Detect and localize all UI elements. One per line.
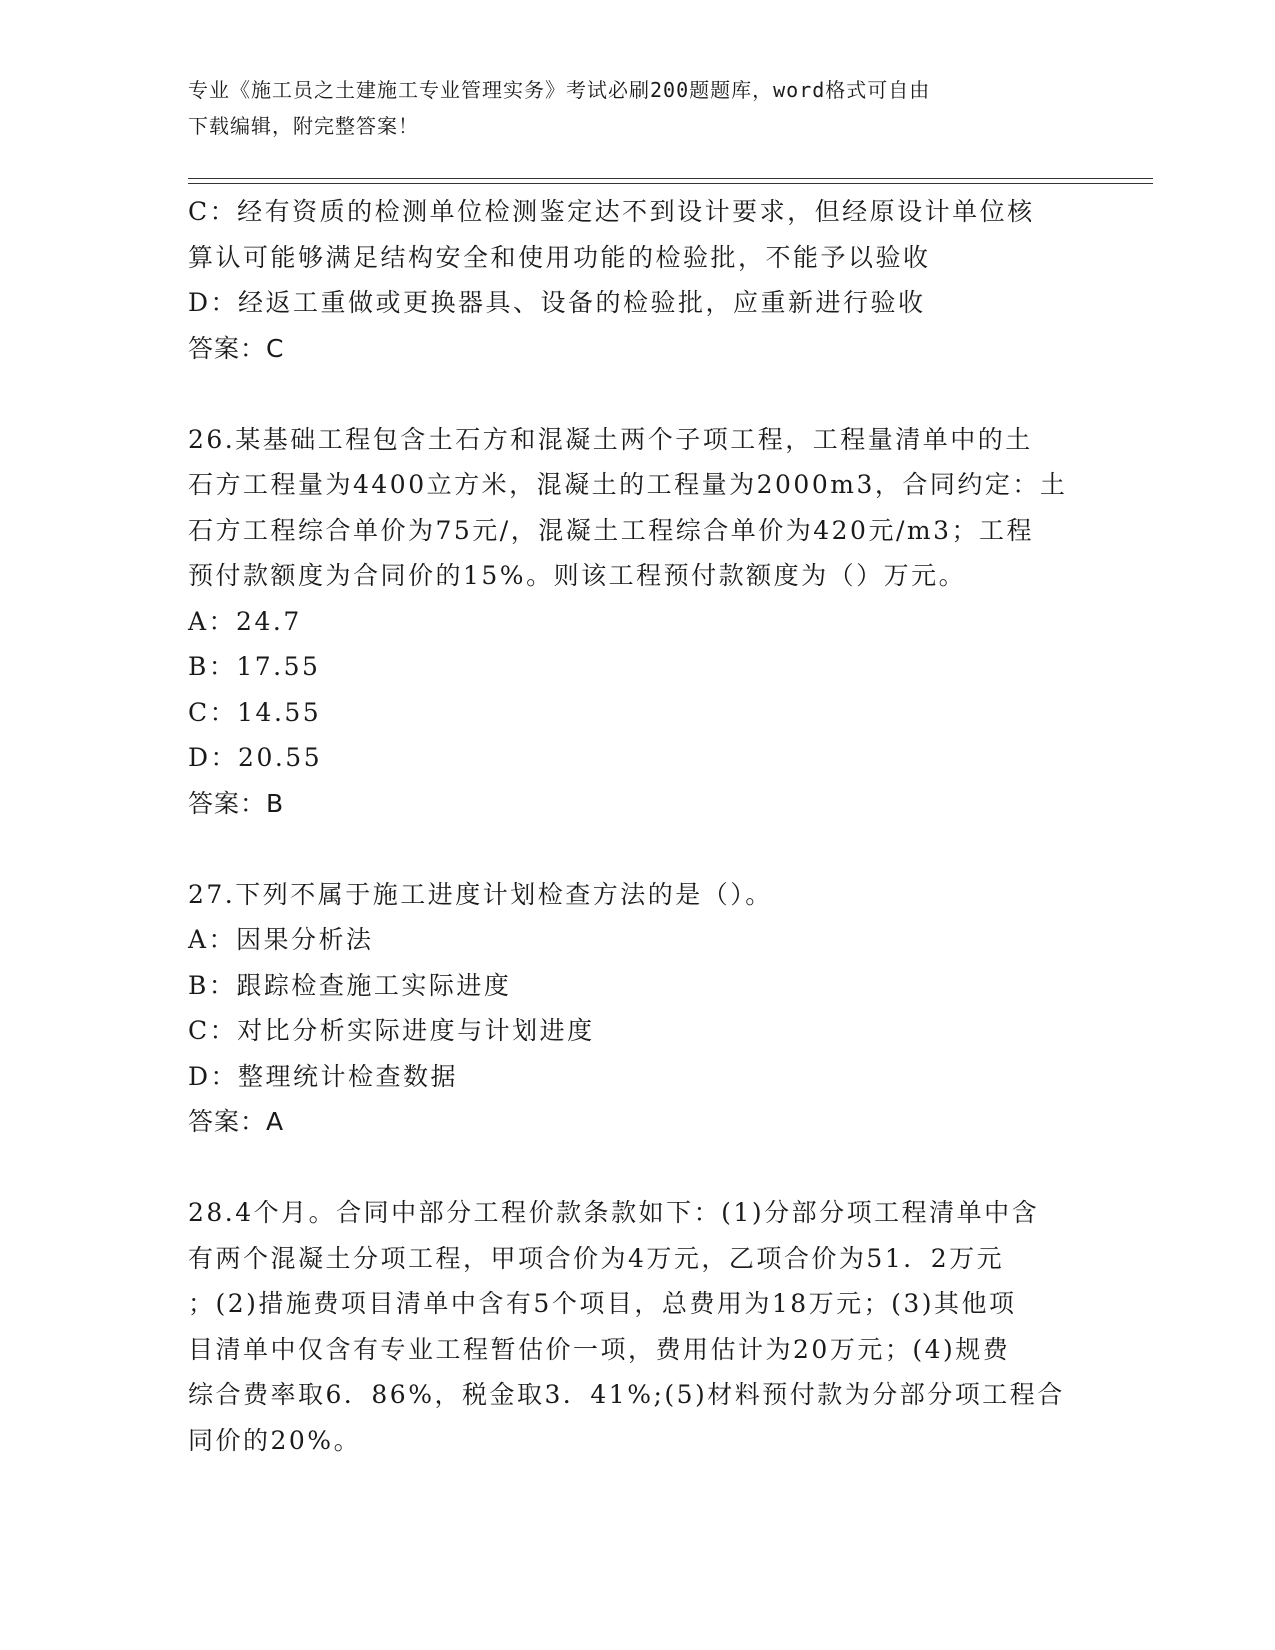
question-stem-line: 28.4个月。合同中部分工程价款条款如下：(1)分部分项工程清单中含	[188, 1198, 1040, 1227]
question-stem-line: 有两个混凝土分项工程，甲项合价为4万元，乙项合价为51．2万元	[188, 1243, 1005, 1273]
document-header	[188, 72, 1088, 144]
question-stem-line: 预付款额度为合同价的15%。则该工程预付款额度为（）万元。	[188, 561, 967, 590]
spacer	[188, 371, 1128, 417]
option-c-line-1: C：经有资质的检测单位检测鉴定达不到设计要求，但经原设计单位核	[188, 197, 1035, 226]
question-stem-line: 27.下列不属于施工进度计划检查方法的是（）。	[188, 879, 773, 909]
question-stem-line: ；(2)措施费项目清单中含有5个项目，总费用为18万元；(3)其他项	[188, 1289, 1017, 1318]
question-stem-line: 石方工程量为4400立方米，混凝土的工程量为2000m3，合同约定：土	[188, 470, 1068, 499]
header-line-1: 专业《施工员之土建施工专业管理实务》考试必刷200题题库，word格式可自由	[188, 78, 931, 102]
option-a: A：因果分析法	[188, 925, 374, 954]
option-b: B：17.55	[188, 652, 321, 681]
question-27	[188, 872, 1128, 1145]
question-stem-line: 综合费率取6．86%，税金取3．41%;(5)材料预付款为分部分项工程合	[188, 1380, 1065, 1409]
option-d: D：经返工重做或更换器具、设备的检验批，应重新进行验收	[188, 288, 926, 317]
answer: 答案：B	[188, 788, 285, 818]
question-stem-line: 同价的20%。	[188, 1425, 362, 1455]
option-c: C：14.55	[188, 697, 322, 727]
question-26	[188, 417, 1128, 827]
answer: 答案：C	[188, 333, 285, 363]
option-a: A：24.7	[188, 606, 302, 636]
header-line-2: 下载编辑，附完整答案！	[188, 114, 419, 138]
question-stem-line: 目清单中仅含有专业工程暂估价一项，费用估计为20万元；(4)规费	[188, 1334, 1011, 1364]
question-stem-line: 石方工程综合单价为75元/，混凝土工程综合单价为420元/m3；工程	[188, 515, 1034, 545]
option-d: D：20.55	[188, 743, 323, 772]
question-stem-line: 26.某基础工程包含土石方和混凝土两个子项工程，工程量清单中的土	[188, 424, 1033, 454]
answer: 答案：A	[188, 1107, 285, 1136]
spacer	[188, 826, 1128, 872]
option-c: C：对比分析实际进度与计划进度	[188, 1016, 595, 1045]
document-body	[188, 189, 1128, 1463]
header-rule-top	[188, 178, 1153, 179]
option-b: B：跟踪检查施工实际进度	[188, 970, 512, 1000]
question-25-tail	[188, 189, 1128, 371]
option-d: D：整理统计检查数据	[188, 1061, 459, 1091]
header-rule-bottom	[188, 183, 1153, 184]
question-28	[188, 1190, 1128, 1463]
spacer	[188, 1145, 1128, 1191]
option-c-line-2: 算认可能够满足结构安全和使用功能的检验批，不能予以验收	[188, 242, 931, 272]
